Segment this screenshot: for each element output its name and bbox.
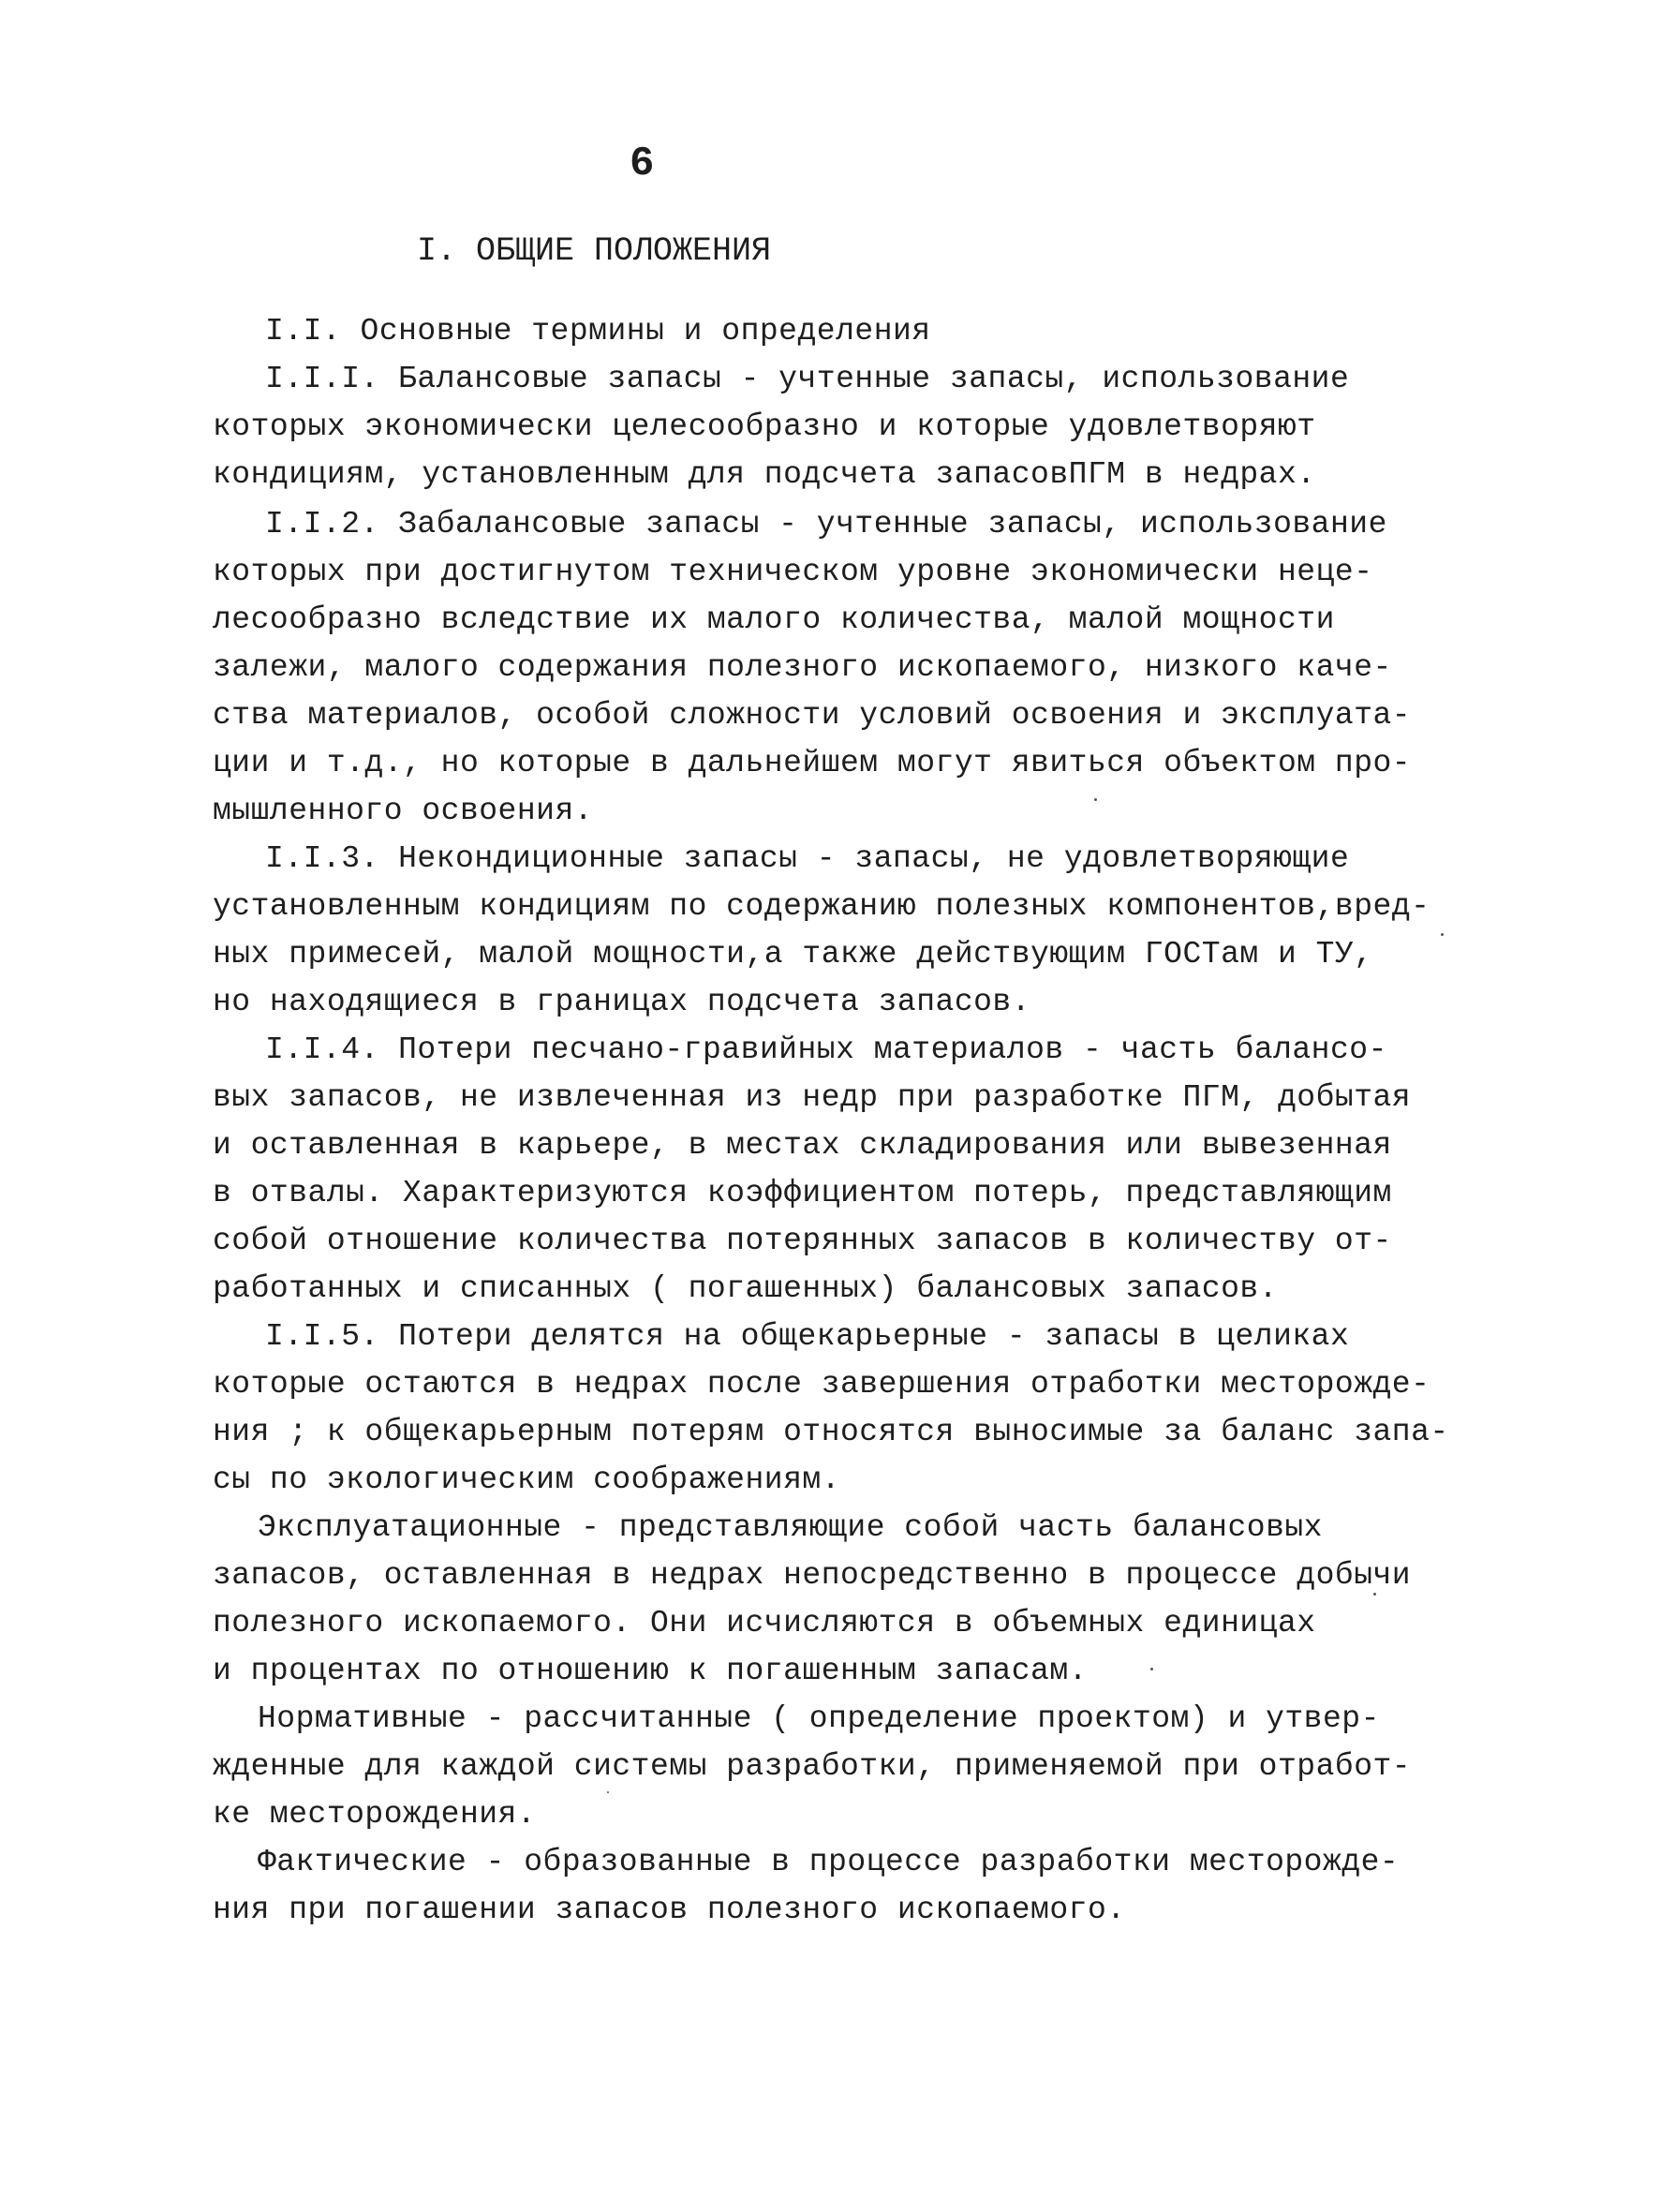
paragraph-line: собой отношение количества потерянных запасов в количеству от- — [213, 1224, 1392, 1258]
subsection-heading: I.I. Основные термины и определения — [265, 314, 931, 349]
paragraph-line: кондициям, установленным для подсчета запасовПГМ в недрах. — [213, 457, 1316, 492]
paragraph-line: I.I.I. Балансовые запасы - учтенные запасы, использование — [265, 362, 1350, 396]
paragraph-line: ния ; к общекарьерным потерям относятся выносимые за баланс запа- — [213, 1415, 1449, 1449]
paragraph-line: мышленного освоения. — [213, 794, 594, 828]
scan-speck — [1150, 1668, 1153, 1670]
paragraph-line: которых экономически целесообразно и которые удовлетворяют — [213, 409, 1316, 444]
paragraph-line: запасов, оставленная в недрах непосредственно в процессе добычи — [213, 1558, 1412, 1593]
section-title: I. ОБЩИЕ ПОЛОЖЕНИЯ — [417, 232, 772, 270]
paragraph-line: в отвалы. Характеризуются коэффициентом потерь, представляющим — [213, 1176, 1392, 1210]
scan-speck — [1441, 933, 1444, 936]
scan-speck — [607, 1791, 609, 1793]
paragraph-line: лесообразно вследствие их малого количества, малой мощности — [213, 602, 1335, 637]
paragraph-line: Фактические - образованные в процессе разработки месторожде- — [258, 1845, 1400, 1879]
scan-speck — [1373, 1593, 1376, 1596]
paragraph-line: ных примесей, малой мощности,а также действующим ГОСТам и ТУ, — [213, 937, 1373, 972]
paragraph-line: и процентах по отношению к погашенным запасам. — [213, 1654, 1088, 1688]
paragraph-line: I.I.3. Некондиционные запасы - запасы, не удовлетворяющие — [265, 841, 1350, 876]
paragraph-line: установленным кондициям по содержанию полезных компонентов,вред- — [213, 889, 1430, 924]
paragraph-line: жденные для каждой системы разработки, применяемой при отработ- — [213, 1749, 1412, 1784]
paragraph-line: сы по экологическим соображениям. — [213, 1462, 841, 1497]
paragraph-line: Эксплуатационные - представляющие собой часть балансовых — [258, 1510, 1323, 1545]
paragraph-line: работанных и списанных ( погашенных) балансовых запасов. — [213, 1271, 1278, 1306]
paragraph-line: и оставленная в карьере, в местах складирования или вывезенная — [213, 1128, 1392, 1163]
paragraph-line: ке месторождения. — [213, 1797, 537, 1832]
paragraph-line: но находящиеся в границах подсчета запасов. — [213, 985, 1031, 1019]
paragraph-line: полезного ископаемого. Они исчисляются в объемных единицах — [213, 1606, 1316, 1640]
paragraph-line: ния при погашении запасов полезного ископаемого. — [213, 1893, 1126, 1927]
page-number: 6 — [630, 141, 655, 187]
paragraph-line: вых запасов, не извлеченная из недр при разработке ПГМ, добытая — [213, 1080, 1412, 1115]
paragraph-line: I.I.4. Потери песчано-гравийных материалов - часть балансо- — [265, 1032, 1387, 1067]
scan-speck — [1094, 798, 1097, 801]
paragraph-line: I.I.5. Потери делятся на общекарьерные - запасы в целиках — [265, 1319, 1350, 1354]
paragraph-line: ции и т.д., но которые в дальнейшем могут явиться объектом про- — [213, 746, 1412, 780]
paragraph-line: I.I.2. Забалансовые запасы - учтенные запасы, использование — [265, 507, 1387, 542]
paragraph-line: Нормативные - рассчитанные ( определение проектом) и утвер- — [258, 1701, 1380, 1736]
paragraph-line: которые остаются в недрах после завершения отработки месторожде- — [213, 1367, 1430, 1402]
paragraph-line: которых при достигнутом техническом уровне экономически неце- — [213, 555, 1373, 589]
paragraph-line: залежи, малого содержания полезного ископаемого, низкого каче- — [213, 650, 1392, 685]
paragraph-line: ства материалов, особой сложности условий освоения и эксплуата- — [213, 698, 1412, 733]
